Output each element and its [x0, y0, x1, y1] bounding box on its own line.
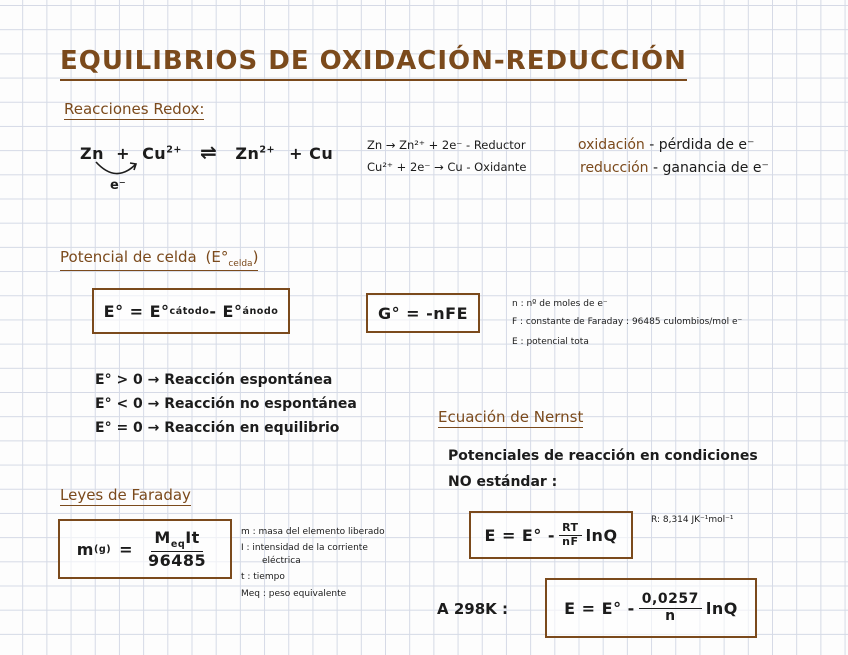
nernst-298k-formula-box [545, 578, 757, 638]
nernst298-den: n [665, 607, 676, 624]
cell-potential-formula-box [92, 288, 290, 334]
temperature-label: A 298K : [437, 600, 508, 618]
page-title: EQUILIBRIOS DE OXIDACIÓN-REDUCCIÓN [60, 46, 687, 81]
faraday-legend-t: t : tiempo [241, 572, 285, 582]
nernst298-rhs: lnQ [705, 598, 738, 618]
nernst-fraction [559, 522, 581, 547]
cell-heading-sub: celda [228, 259, 253, 269]
gas-constant: R: 8,314 JK⁻¹mol⁻¹ [651, 515, 734, 525]
cu-product: + Cu [289, 144, 334, 163]
e-formula-sub-anode: ánodo [242, 305, 279, 317]
zn-reactant: Zn [80, 144, 104, 163]
zn-product: Zn [235, 144, 260, 163]
nernst298-num: 0,0257 [639, 592, 702, 608]
condition-non-spontaneous: E° < 0 → Reacción no espontánea [95, 396, 357, 412]
cu-charge: 2+ [166, 144, 182, 156]
cell-legend-f: F : constante de Faraday : 96485 culombios/mol e⁻ [512, 317, 743, 327]
faraday-fraction [145, 529, 209, 569]
nernst-formula-box [469, 511, 633, 559]
faraday-denominator: 96485 [148, 550, 207, 570]
nernst-den: nF [562, 534, 579, 548]
faraday-legend-meq: Meq : peso equivalente [241, 589, 347, 599]
faraday-legend-m: m : masa del elemento liberado [241, 527, 385, 537]
nernst-heading: Ecuación de Nernst [438, 408, 584, 426]
cell-heading-symbol: (E° [205, 248, 229, 266]
plus-sign: + [116, 144, 130, 163]
condition-spontaneous: E° > 0 → Reacción espontánea [95, 372, 333, 388]
cu-reactant: Cu [142, 144, 167, 163]
reduction-meaning: - ganancia de e⁻ [653, 160, 769, 176]
faraday-legend-i: I : intensidad de la corriente [241, 543, 368, 553]
reduction-definition [580, 160, 769, 176]
gibbs-formula: G° = -nFE [377, 303, 469, 323]
zn-charge: 2+ [259, 144, 276, 156]
faraday-heading: Leyes de Faraday [60, 486, 191, 504]
equilibrium-arrow: ⇌ [200, 140, 218, 164]
half-reaction-oxidation: Zn → Zn²⁺ + 2e⁻ - Reductor [367, 138, 526, 152]
faraday-num-m: M [154, 527, 171, 547]
reduction-term: reducción [580, 160, 649, 176]
nernst298-fraction [639, 592, 702, 624]
cell-heading-text: Potencial de celda [60, 248, 197, 266]
faraday-legend-i-cont: eléctrica [262, 556, 301, 566]
nernst-rhs: lnQ [585, 525, 618, 545]
nernst298-lhs: E = E° - [564, 598, 635, 618]
nernst-description-line2: NO estándar : [448, 474, 558, 490]
faraday-lhs-sub: (g) [93, 543, 112, 555]
faraday-lhs: m [76, 539, 94, 559]
nernst-description-line1: Potenciales de reacción en condiciones [448, 448, 758, 464]
faraday-num-it: It [185, 527, 200, 547]
cell-potential-heading [60, 248, 258, 271]
faraday-equals: = [119, 539, 134, 559]
oxidation-meaning: - pérdida de e⁻ [649, 137, 755, 153]
e-formula-mid: - E° [209, 301, 243, 321]
redox-heading: Reacciones Redox: [64, 100, 205, 118]
half-reaction-reduction: Cu²⁺ + 2e⁻ → Cu - Oxidante [367, 160, 527, 174]
faraday-num-sub: eq [170, 539, 186, 551]
cell-heading-close: ) [252, 248, 259, 266]
condition-equilibrium: E° = 0 → Reacción en equilibrio [95, 420, 340, 436]
cell-legend-e: E : potencial tota [512, 337, 589, 347]
e-formula-lhs: E° = E° [103, 301, 170, 321]
oxidation-term: oxidación [578, 137, 645, 153]
faraday-formula-box [58, 519, 232, 579]
electron-label: e⁻ [110, 178, 126, 193]
nernst-lhs: E = E° - [484, 525, 556, 545]
e-formula-sub-cathode: cátodo [169, 305, 210, 317]
faraday-numerator [151, 529, 202, 552]
nernst-num: RT [559, 522, 581, 535]
cell-legend-n: n : nº de moles de e⁻ [512, 299, 608, 309]
gibbs-formula-box [366, 293, 480, 333]
oxidation-definition [578, 137, 754, 153]
